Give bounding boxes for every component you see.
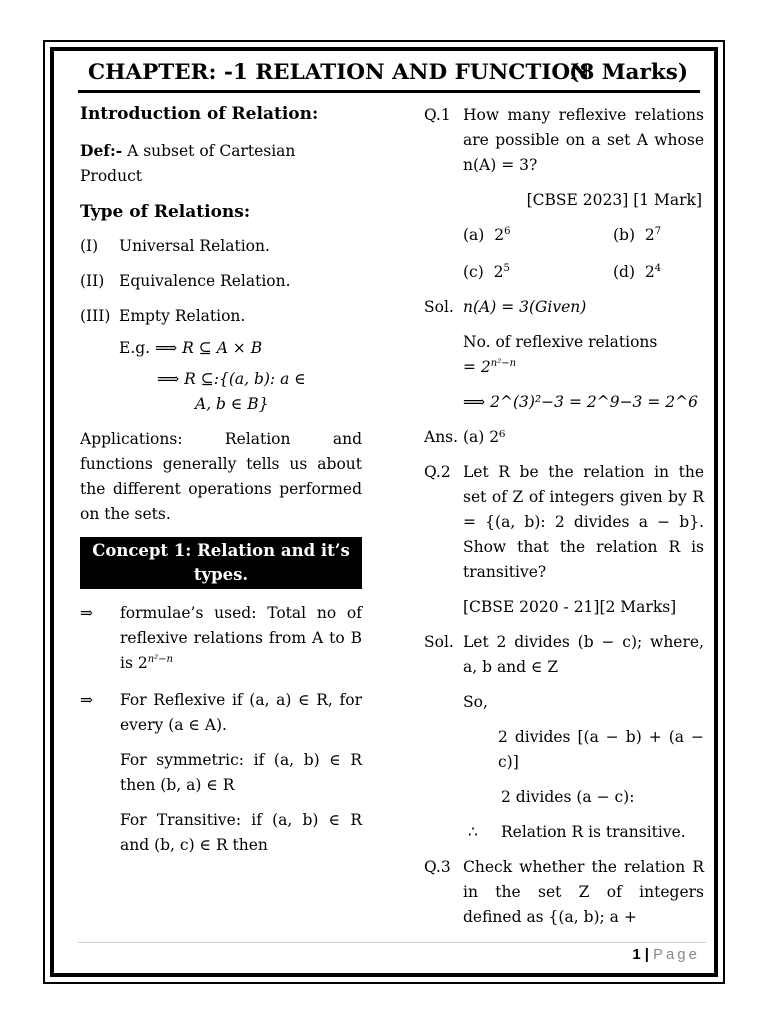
chapter-header — [78, 58, 700, 93]
type-text: Empty Relation. — [119, 307, 246, 325]
bullet-reflexive — [80, 688, 362, 738]
answer-text: (a) 2⁶ — [463, 428, 506, 446]
implies-symbol: ⇒ — [80, 691, 93, 709]
question-text: Let R be the relation in the set of Z of integers given by R = {(a, b): 2 divides a − b}. Show that the relation R is transitive? — [463, 463, 704, 581]
question-label: Q.1 — [424, 106, 451, 124]
question-label: Q.3 — [424, 858, 451, 876]
sol1-evaluation: ⟹ 2^(3)²−3 = 2^9−3 = 2^6 — [463, 393, 698, 411]
bullet-formula — [80, 601, 362, 676]
question-text: How many reflexive relations are possible on a set A whose n(A) = 3? — [463, 106, 704, 174]
example-formula-2b: A, b ∈ B} — [195, 395, 269, 413]
example-formula-1: ⟹ R ⊆ A × B — [155, 339, 263, 357]
transitive-text: For Transitive: if (a, b) ∈ R and (b, c) ∈ R then — [120, 811, 362, 854]
type-item — [80, 234, 362, 269]
sol1-count-formula: = $2^{n^2-n}$ — [463, 357, 517, 376]
type-text: Equivalence Relation. — [119, 272, 291, 290]
sol2-line-3: 2 divides (a − c): — [501, 788, 635, 806]
types-list — [80, 234, 362, 334]
example-line-1 — [80, 336, 362, 361]
chapter-title: CHAPTER: -1 RELATION AND FUNCTION — [88, 60, 590, 85]
def-label: Def:- — [80, 141, 123, 160]
implies-symbol: ⇒ — [80, 604, 93, 622]
q1-options — [424, 223, 704, 285]
answer-label: Ans. — [424, 428, 459, 446]
solution-1 — [424, 295, 704, 415]
page-label: Page — [652, 946, 700, 963]
def-text: A subset of Cartesian Product — [80, 142, 296, 185]
question-label: Q.2 — [424, 463, 451, 481]
sol2-conclusion-row — [424, 820, 704, 845]
solution-2 — [424, 630, 704, 680]
applications-paragraph: Applications: Relation and functions generally tells us about the different operations performed on the sets. — [80, 430, 362, 523]
type-number: (III) — [80, 307, 111, 325]
option-a: (a) $2^6$ — [463, 225, 511, 244]
page-number: 1 — [632, 946, 641, 963]
chapter-marks: (8 Marks) — [569, 60, 688, 85]
option-d: (d) $2^4$ — [613, 262, 662, 281]
type-number: (I) — [80, 237, 99, 255]
solution-label: Sol. — [424, 298, 454, 316]
answer-1 — [424, 425, 704, 450]
sol1-given: n(A) = 3(Given) — [463, 298, 587, 316]
footer-divider — [78, 942, 706, 943]
bullet-text: formulae’s used: Total no of reflexive relations from A to B is 2 — [120, 604, 362, 672]
bullet-text: For Reflexive if (a, a) ∈ R, for every (a ∈ A). — [120, 691, 362, 734]
type-text: Universal Relation. — [119, 237, 270, 255]
example-line-2 — [80, 367, 362, 417]
type-item — [80, 269, 362, 304]
type-number: (II) — [80, 272, 105, 290]
types-heading: Type of Relations: — [80, 202, 251, 222]
example-label: E.g. — [119, 339, 151, 357]
sol2-line-1: Let 2 divides (b − c); where, a, b and ∈ Z — [463, 633, 704, 676]
option-b: (b) $2^7$ — [613, 225, 662, 244]
intro-heading: Introduction of Relation: — [80, 104, 319, 124]
right-column — [424, 100, 704, 930]
concept-box: Concept 1: Relation and it’s types. — [80, 537, 362, 589]
question-2 — [424, 460, 704, 585]
left-column — [80, 100, 362, 858]
q1-tag: [CBSE 2023] [1 Mark] — [526, 191, 702, 209]
question-3 — [424, 855, 704, 930]
type-item — [80, 304, 362, 334]
option-c: (c) $2^5$ — [463, 262, 510, 281]
sol2-so: So, — [463, 693, 488, 711]
symmetric-text: For symmetric: if (a, b) ∈ R then (b, a) ∈ R — [120, 751, 362, 794]
definition — [80, 138, 362, 189]
sol2-conclusion: Relation R is transitive. — [501, 823, 686, 841]
question-text: Check whether the relation R in the set Z of integers defined as {(a, b); a + — [463, 858, 704, 926]
question-1 — [424, 103, 704, 178]
bullet-exponent: n²−n — [147, 653, 173, 665]
therefore-symbol: ∴ — [468, 823, 478, 841]
sol2-line-2: 2 divides [(a − b) + (a − c)] — [498, 728, 704, 771]
example-formula-2a: ⟹ R ⊆:{(a, b): a ∈ — [157, 370, 306, 388]
page-footer — [632, 946, 700, 963]
sol1-count-label: No. of reflexive relations — [463, 333, 658, 351]
q2-tag: [CBSE 2020 - 21][2 Marks] — [463, 598, 677, 616]
footer-separator: | — [644, 946, 649, 963]
solution-label: Sol. — [424, 633, 454, 651]
